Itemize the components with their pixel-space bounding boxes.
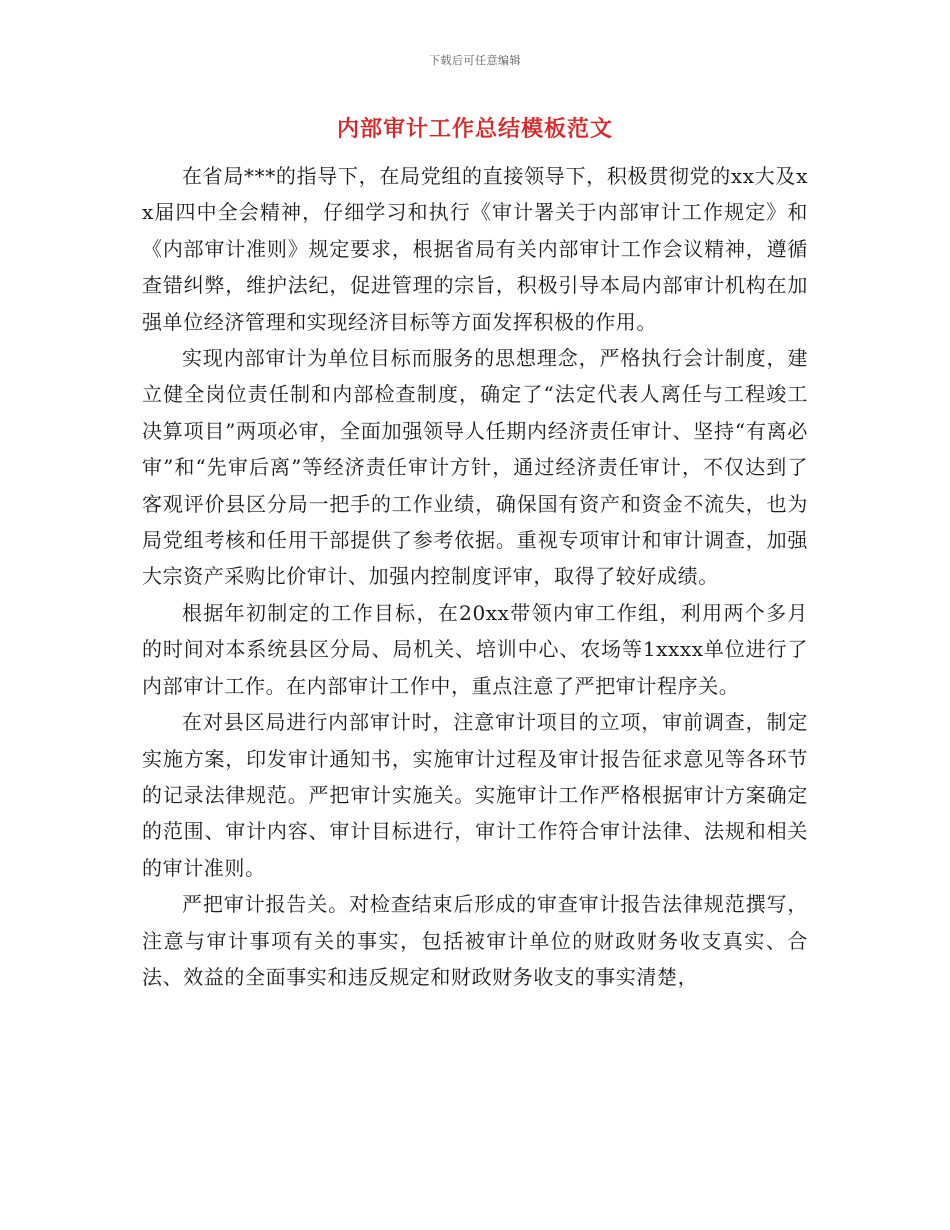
paragraph-2: 实现内部审计为单位目标而服务的思想理念，严格执行会计制度，建立健全岗位责任制和内部检查制度，确定了“法定代表人离任与工程竣工决算项目”两项必审，全面加强领导人任期内经济责任审计、坚持“有离必审”和“先审后离”等经济责任审计方针，通过经济责任审计，不仅达到了客观评价县区分局一把手的工作业绩，确保国有资产和资金不流失，也为局党组考核和任用干部提供了参考依据。重视专项审计和审计调查，加强大宗资产采购比价审计、加强内控制度评审，取得了较好成绩。 [142,346,808,589]
document-title: 内部审计工作总结模板范文 [336,116,613,142]
paragraph-4: 在对县区局进行内部审计时，注意审计项目的立项，审前调查，制定实施方案，印发审计通知书，实施审计过程及审计报告征求意见等各环节的记录法律规范。严把审计实施关。实施审计工作严格根据审计方案确定的范围、审计内容、审计目标进行，审计工作符合审计法律、法规和相关的审计准则。 [142,710,808,880]
document-body [142,158,808,995]
paragraph-1: 在省局***的指导下，在局党组的直接领导下，积极贯彻党的xx大及xx届四中全会精神，仔细学习和执行《审计署关于内部审计工作规定》和《内部审计准则》规定要求，根据省局有关内部审计工作会议精神，遵循查错纠弊，维护法纪，促进管理的宗旨，积极引导本局内部审计机构在加强单位经济管理和实现经济目标等方面发挥积极的作用。 [142,164,808,334]
header-note: 下载后可任意编辑 [429,54,521,67]
paragraph-5: 严把审计报告关。对检查结束后形成的审查审计报告法律规范撰写，注意与审计事项有关的事实，包括被审计单位的财政财务收支真实、合法、效益的全面事实和违反规定和财政财务收支的事实清楚， [142,892,808,989]
paragraph-3: 根据年初制定的工作目标，在20xx带领内审工作组，利用两个多月的时间对本系统县区分局、局机关、培训中心、农场等1xxxx单位进行了内部审计工作。在内部审计工作中，重点注意了严把审计程序关。 [142,600,808,698]
